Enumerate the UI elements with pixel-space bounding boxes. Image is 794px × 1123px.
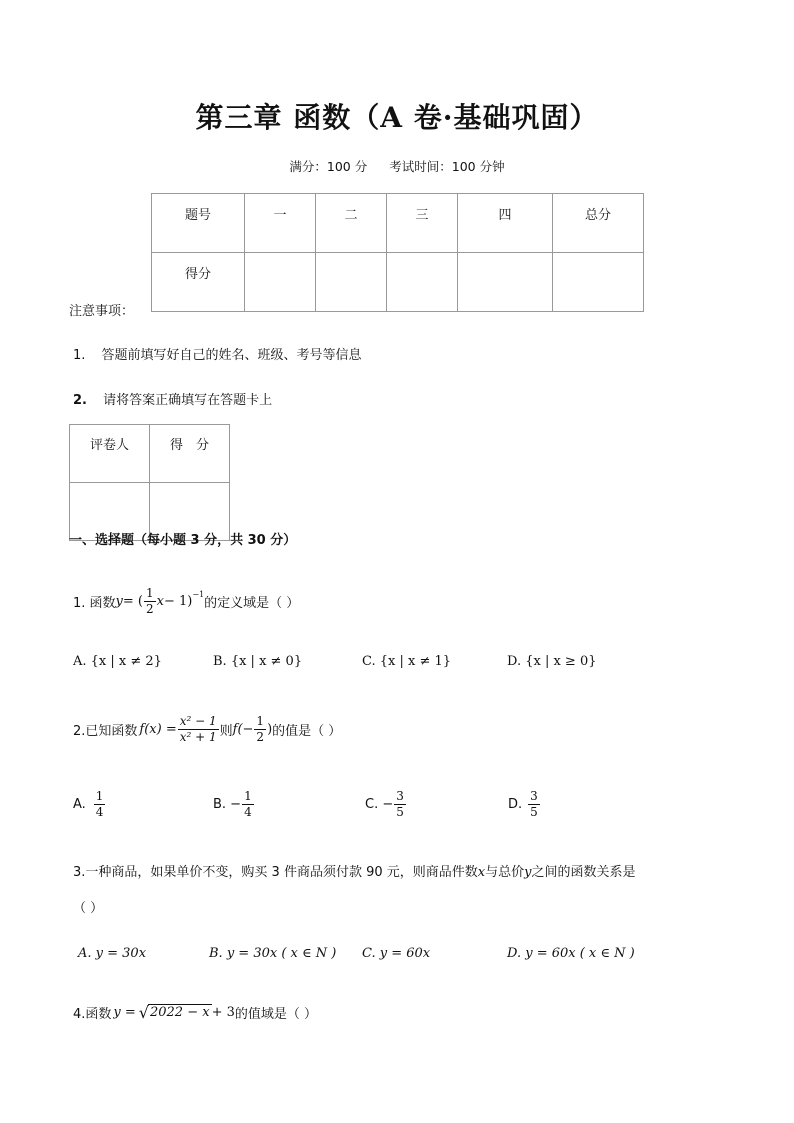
fraction-denominator: 2 [256,729,265,744]
equals-paren: = ( [122,593,144,609]
q2-option-a[interactable] [73,786,106,822]
fraction-numerator: 3 [530,788,538,803]
fraction-denominator: 4 [244,804,252,819]
function-fx: f(x) = [139,721,177,737]
fraction-denominator: 5 [396,804,404,819]
q3-option-c[interactable]: C. y = 60x [362,946,431,961]
q1-option-a[interactable]: A. {x | x ≠ 2} [73,654,162,669]
question-4 [73,1000,317,1024]
connector-text: 则 [219,723,233,739]
grader-table [69,424,230,541]
var-y: y [115,593,123,609]
score-table-cell: 三 [387,194,458,253]
score-table-cell: 一 [245,194,316,253]
question-text: 之间的函数关系是 [531,865,636,880]
note-item-text: 请将答案正确填写在答题卡上 [103,393,273,408]
option-fraction [94,789,106,820]
score-table-cell: 总分 [553,194,644,253]
option-label: C. − [365,796,394,812]
option-fraction [394,789,406,820]
full-score: 满分：100 分 [289,159,368,174]
exam-meta [0,157,794,175]
fraction-denominator: 4 [95,804,104,819]
note-item-1 [73,344,362,363]
score-table-cell: 题号 [152,194,245,253]
fraction-one-half [144,586,156,617]
q1-option-b[interactable]: B. {x | x ≠ 0} [213,654,303,669]
question-suffix: 的值是（ ） [272,723,342,739]
plus-three: + 3 [211,1004,235,1020]
score-row-label: 得分 [152,253,245,312]
q3-option-a[interactable]: A. y = 30x [78,946,147,961]
option-label: D. [508,796,523,812]
fraction-numerator: 1 [256,713,265,728]
note-item-2 [73,389,272,408]
var-y: y [524,865,532,880]
q1-option-c[interactable]: C. {x | x ≠ 1} [362,654,452,669]
grader-score-label: 得 分 [149,425,229,483]
var-y: y = [113,1004,136,1020]
score-input-cell[interactable] [387,253,458,312]
question-suffix: 的值域是（ ） [234,1006,317,1022]
question-2 [73,709,341,749]
score-input-cell[interactable] [316,253,387,312]
q3-option-b[interactable]: B. y = 30x ( x ∈ N ) [209,946,337,961]
q1-option-d[interactable]: D. {x | x ≥ 0} [507,654,597,669]
question-3 [73,861,635,880]
fraction-numerator: x² − 1 [179,713,217,728]
question-suffix: 的定义域是（ ） [204,595,300,611]
page-title: 第三章 函数（A 卷·基础巩固） [195,101,599,134]
close-paren: ) [267,721,273,737]
minus-one: − 1) [164,593,193,609]
notes-heading: 注意事项： [69,304,135,319]
option-fraction [242,789,254,820]
fraction-half [254,714,266,745]
exponent: −1 [192,589,205,599]
note-item-number: 2. [73,393,87,408]
fraction-numerator: 1 [244,788,252,803]
option-label: A. [73,796,86,812]
q2-option-b[interactable] [213,786,255,822]
score-table-cell: 四 [458,194,553,253]
score-input-cell[interactable] [553,253,644,312]
var-x: x [156,593,164,609]
score-input-cell[interactable] [245,253,316,312]
exam-time: 考试时间：100 分钟 [389,159,505,174]
score-table-score-row [152,253,644,312]
question-1 [73,583,299,619]
answer-blank: （ ） [73,901,104,916]
score-table [151,193,644,312]
fraction-numerator: 1 [95,788,104,803]
var-x: x [477,865,486,880]
radicand: 2022 − x [149,1005,210,1020]
question-text: 与总价 [485,865,525,880]
score-input-cell[interactable] [458,253,553,312]
q3-option-d[interactable]: D. y = 60x ( x ∈ N ) [507,946,635,961]
question-text: 3.一种商品，如果单价不变，购买 3 件商品须付款 90 元，则商品件数 [73,865,478,880]
question-prefix: 4.函数 [73,1006,112,1022]
option-label: B. − [213,796,242,812]
note-item-number: 1. [73,348,86,363]
section-heading: 一、选择题（每小题 3 分，共 30 分） [69,533,297,548]
question-prefix: 2.已知函数 [73,723,138,739]
note-item-text: 答题前填写好自己的姓名、班级、考号等信息 [101,348,362,363]
score-table-header-row [152,194,644,253]
fraction-x2 [178,714,219,745]
option-fraction [528,789,540,820]
sqrt-icon: √ [138,1002,149,1022]
grader-label: 评卷人 [70,425,150,483]
function-call: f(− [232,721,254,737]
fraction-numerator: 3 [396,788,404,803]
question-prefix: 1. 函数 [73,595,116,611]
q2-option-d[interactable] [508,786,541,822]
score-table-cell: 二 [316,194,387,253]
fraction-denominator: 2 [146,601,154,616]
fraction-numerator: 1 [146,585,154,600]
fraction-denominator: x² + 1 [179,729,217,744]
fraction-denominator: 5 [530,804,538,819]
q2-option-c[interactable] [365,786,407,822]
